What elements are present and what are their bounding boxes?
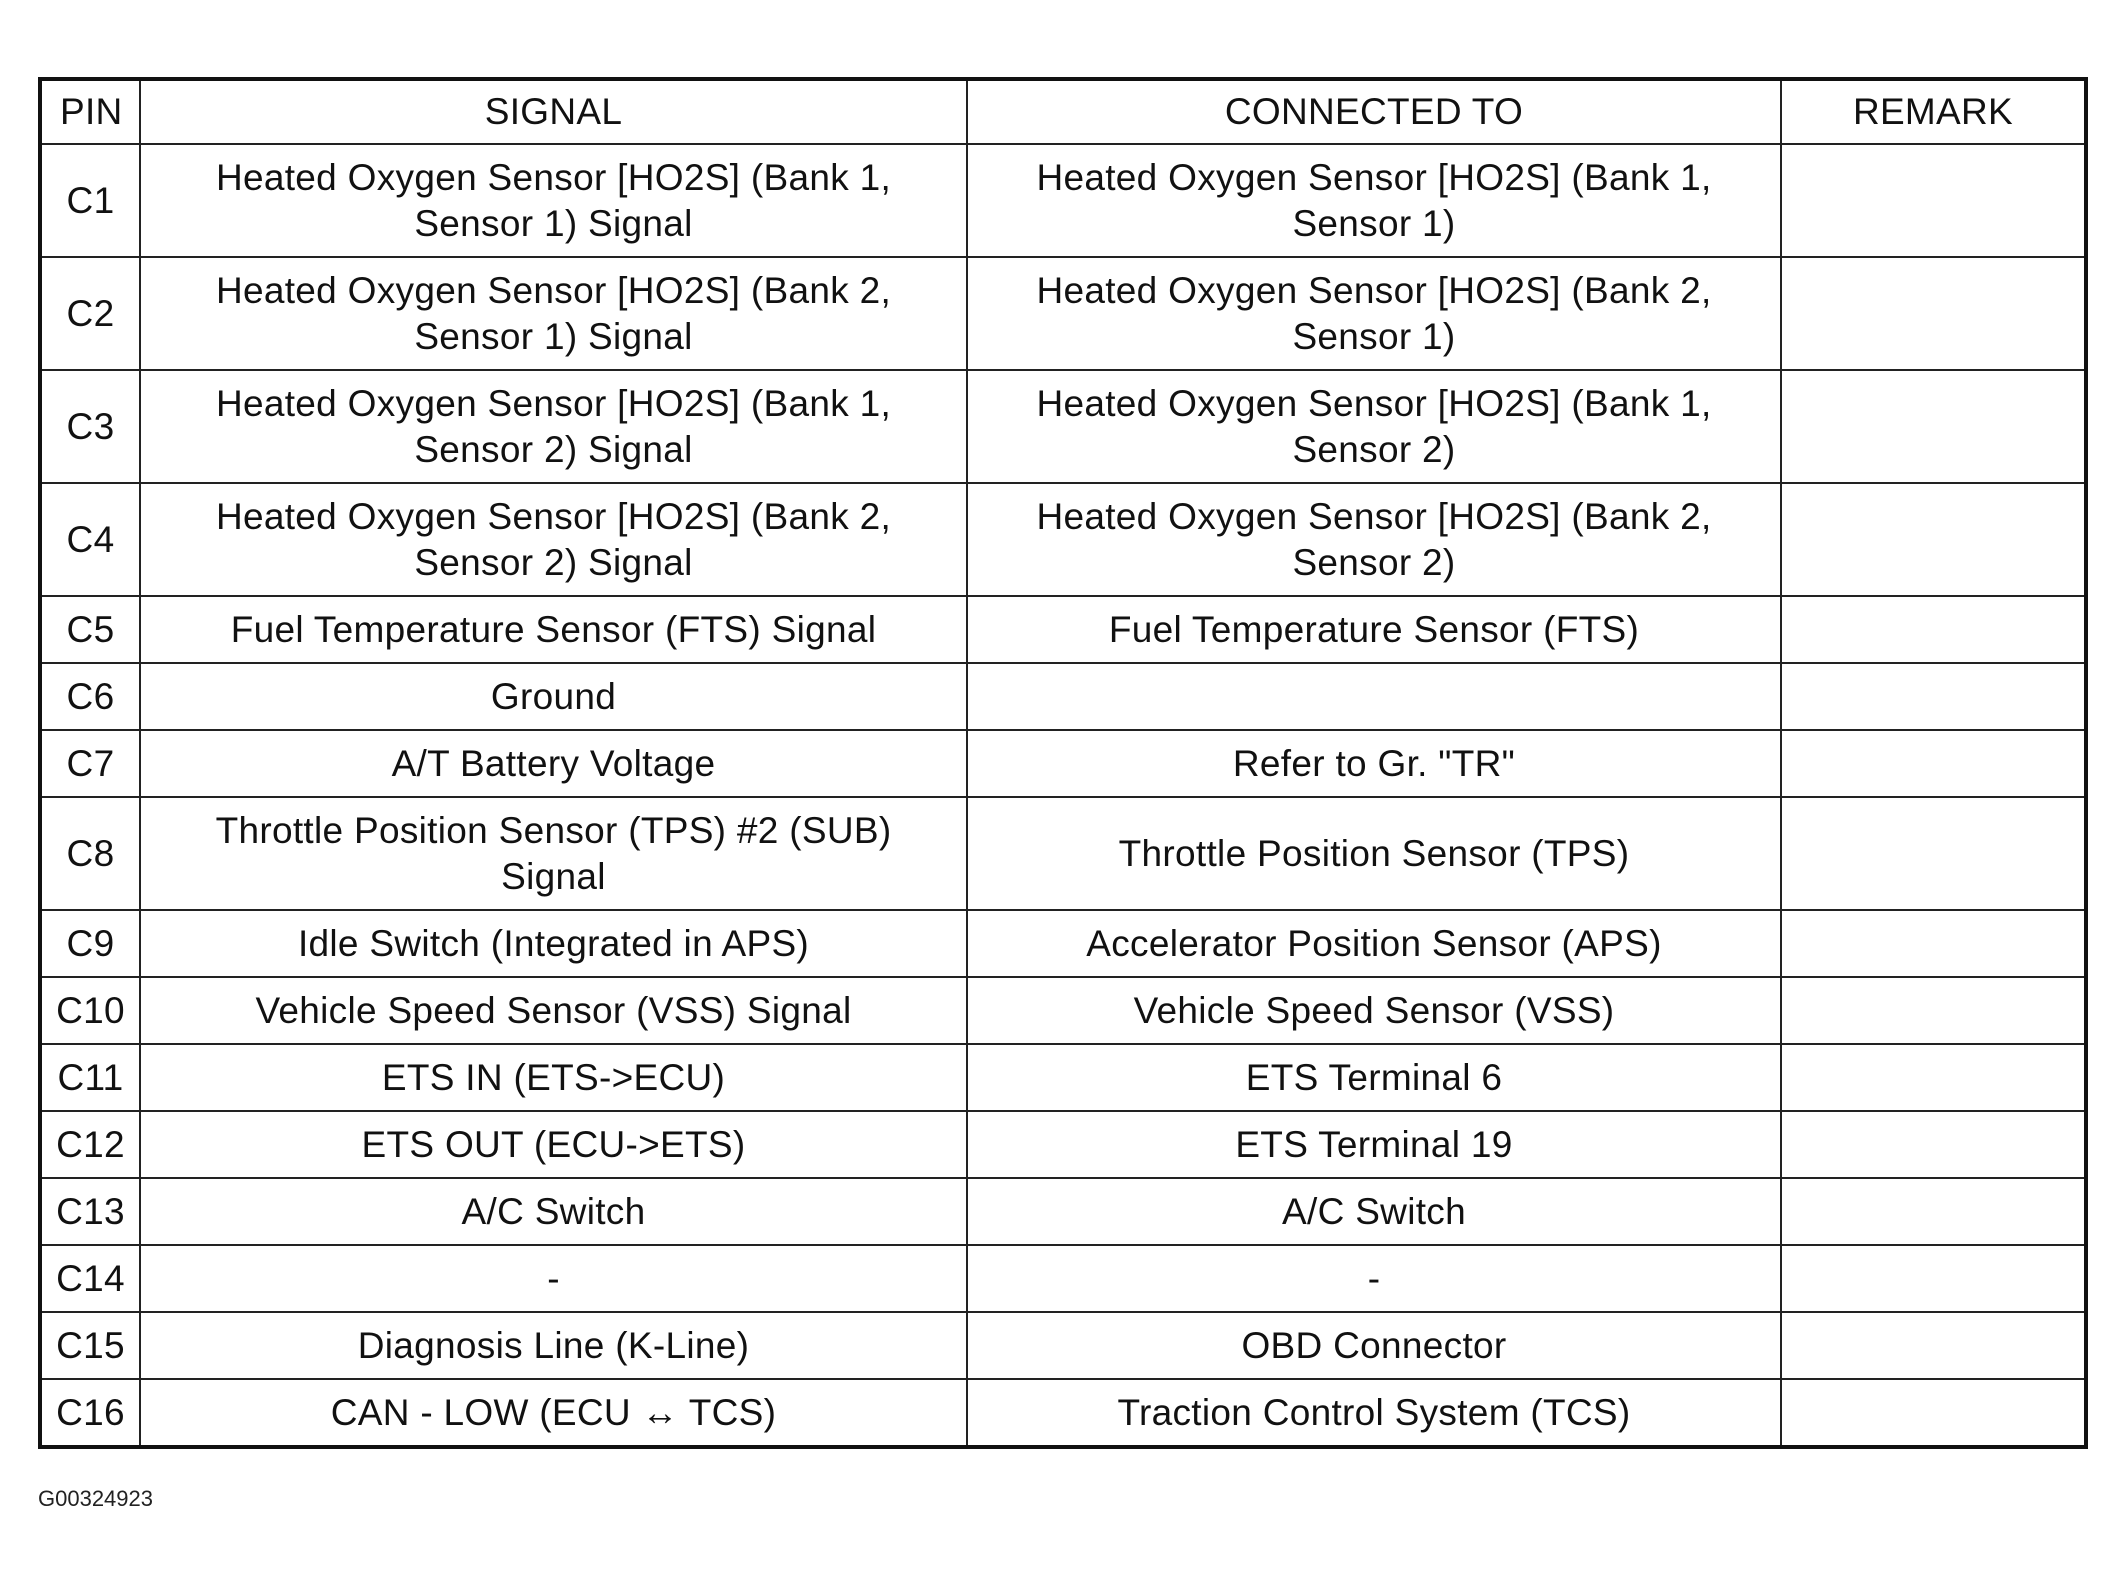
- remark-cell: [1781, 1312, 2086, 1379]
- connected-to-cell: Throttle Position Sensor (TPS): [967, 797, 1781, 910]
- connected-to-cell: Heated Oxygen Sensor [HO2S] (Bank 1, Sensor 2): [967, 370, 1781, 483]
- pin-cell: C13: [40, 1178, 140, 1245]
- remark-cell: [1781, 977, 2086, 1044]
- signal-cell: Heated Oxygen Sensor [HO2S] (Bank 2, Sensor 2) Signal: [140, 483, 967, 596]
- table-row: [40, 977, 2086, 1044]
- connected-to-cell: Vehicle Speed Sensor (VSS): [967, 977, 1781, 1044]
- connected-to-cell: Accelerator Position Sensor (APS): [967, 910, 1781, 977]
- remark-cell: [1781, 1245, 2086, 1312]
- table-row: [40, 1111, 2086, 1178]
- pin-cell: C1: [40, 144, 140, 257]
- remark-cell: [1781, 596, 2086, 663]
- signal-cell: -: [140, 1245, 967, 1312]
- connected-to-cell: OBD Connector: [967, 1312, 1781, 1379]
- table-row: [40, 370, 2086, 483]
- table-row: [40, 1379, 2086, 1447]
- remark-cell: [1781, 1178, 2086, 1245]
- pin-cell: C7: [40, 730, 140, 797]
- table-row: [40, 483, 2086, 596]
- connected-to-cell: Refer to Gr. "TR": [967, 730, 1781, 797]
- table-row: [40, 596, 2086, 663]
- remark-cell: [1781, 910, 2086, 977]
- pin-cell: C4: [40, 483, 140, 596]
- signal-cell: Fuel Temperature Sensor (FTS) Signal: [140, 596, 967, 663]
- signal-cell: Throttle Position Sensor (TPS) #2 (SUB) Signal: [140, 797, 967, 910]
- table-row: [40, 1312, 2086, 1379]
- pin-cell: C5: [40, 596, 140, 663]
- connected-to-cell: A/C Switch: [967, 1178, 1781, 1245]
- header-pin: PIN: [40, 79, 140, 144]
- remark-cell: [1781, 1379, 2086, 1447]
- pin-cell: C16: [40, 1379, 140, 1447]
- table-row: [40, 730, 2086, 797]
- remark-cell: [1781, 730, 2086, 797]
- signal-cell: Heated Oxygen Sensor [HO2S] (Bank 2, Sensor 1) Signal: [140, 257, 967, 370]
- signal-cell: Idle Switch (Integrated in APS): [140, 910, 967, 977]
- signal-cell: CAN - LOW (ECU ↔ TCS): [140, 1379, 967, 1447]
- table-row: [40, 257, 2086, 370]
- remark-cell: [1781, 1044, 2086, 1111]
- remark-cell: [1781, 1111, 2086, 1178]
- table-row: [40, 797, 2086, 910]
- pin-cell: C11: [40, 1044, 140, 1111]
- signal-cell: Heated Oxygen Sensor [HO2S] (Bank 1, Sensor 2) Signal: [140, 370, 967, 483]
- pin-cell: C6: [40, 663, 140, 730]
- pin-cell: C10: [40, 977, 140, 1044]
- remark-cell: [1781, 797, 2086, 910]
- pin-assignment-table: [38, 77, 2088, 1449]
- signal-cell: A/T Battery Voltage: [140, 730, 967, 797]
- pin-cell: C3: [40, 370, 140, 483]
- signal-cell: Heated Oxygen Sensor [HO2S] (Bank 1, Sensor 1) Signal: [140, 144, 967, 257]
- table-row: [40, 1178, 2086, 1245]
- remark-cell: [1781, 663, 2086, 730]
- table-row: [40, 1044, 2086, 1111]
- connected-to-cell: Traction Control System (TCS): [967, 1379, 1781, 1447]
- signal-cell: Ground: [140, 663, 967, 730]
- remark-cell: [1781, 483, 2086, 596]
- connected-to-cell: Heated Oxygen Sensor [HO2S] (Bank 2, Sensor 2): [967, 483, 1781, 596]
- pin-cell: C15: [40, 1312, 140, 1379]
- table-header-row: [40, 79, 2086, 144]
- pin-cell: C2: [40, 257, 140, 370]
- signal-cell: Diagnosis Line (K-Line): [140, 1312, 967, 1379]
- signal-cell: Vehicle Speed Sensor (VSS) Signal: [140, 977, 967, 1044]
- signal-cell: A/C Switch: [140, 1178, 967, 1245]
- pin-cell: C8: [40, 797, 140, 910]
- header-signal: SIGNAL: [140, 79, 967, 144]
- remark-cell: [1781, 144, 2086, 257]
- pin-cell: C12: [40, 1111, 140, 1178]
- remark-cell: [1781, 370, 2086, 483]
- table-row: [40, 144, 2086, 257]
- connected-to-cell: Heated Oxygen Sensor [HO2S] (Bank 1, Sensor 1): [967, 144, 1781, 257]
- header-remark: REMARK: [1781, 79, 2086, 144]
- connected-to-cell: ETS Terminal 6: [967, 1044, 1781, 1111]
- pin-cell: C9: [40, 910, 140, 977]
- connected-to-cell: -: [967, 1245, 1781, 1312]
- table-row: [40, 663, 2086, 730]
- signal-cell: ETS IN (ETS->ECU): [140, 1044, 967, 1111]
- header-connected-to: CONNECTED TO: [967, 79, 1781, 144]
- remark-cell: [1781, 257, 2086, 370]
- connected-to-cell: Heated Oxygen Sensor [HO2S] (Bank 2, Sensor 1): [967, 257, 1781, 370]
- connected-to-cell: Fuel Temperature Sensor (FTS): [967, 596, 1781, 663]
- signal-cell: ETS OUT (ECU->ETS): [140, 1111, 967, 1178]
- figure-code: G00324923: [38, 1486, 153, 1511]
- table-row: [40, 910, 2086, 977]
- table-row: [40, 1245, 2086, 1312]
- connected-to-cell: ETS Terminal 19: [967, 1111, 1781, 1178]
- connected-to-cell: [967, 663, 1781, 730]
- pin-cell: C14: [40, 1245, 140, 1312]
